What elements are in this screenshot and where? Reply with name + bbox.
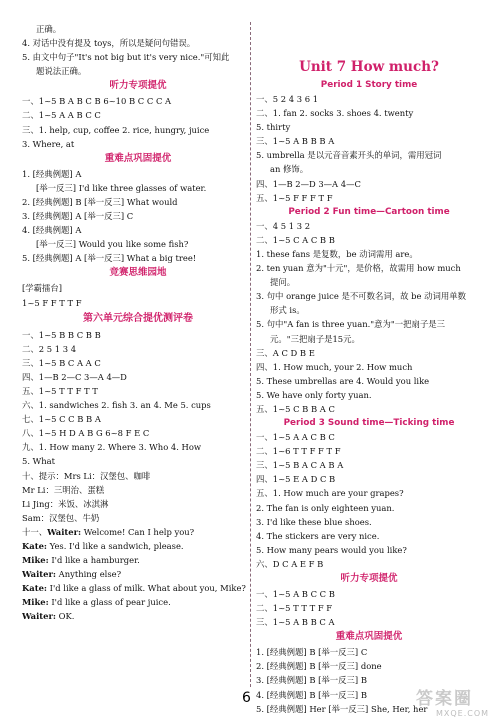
answer-line: 四、1~5 E A D C B: [256, 474, 336, 485]
answer-line: 二、2 5 1 3 4: [22, 343, 77, 354]
answer-line: 三、1~5 A B B C A: [256, 617, 335, 628]
page-number: 6: [242, 690, 251, 706]
answer-line: 五、1~5 C B B A C: [256, 403, 335, 414]
answer-line: 3. [经典例题] B [举一反三] B: [256, 675, 368, 686]
answer-line: 四、1. How much, your 2. How much: [256, 361, 413, 372]
watermark-logo: [416, 689, 496, 723]
answer-line: 2. ten yuan 意为"十元"，是价格，故需用 how much: [256, 263, 461, 274]
left-column: [22, 22, 254, 624]
answer-line: 1. these fans 是复数，be 动词需用 are。: [256, 248, 418, 259]
answer-line: 二、1~5 T T T F F: [256, 603, 333, 614]
answer-line: 5. umbrella 是以元音音素开头的单词，需用冠词: [256, 150, 442, 161]
answer-line: Waiter: Anything else?: [22, 569, 122, 580]
answer-line: 五、1~5 F F F T F: [256, 192, 333, 203]
answer-line: 二、1. fan 2. socks 3. shoes 4. twenty: [256, 108, 414, 119]
answer-line: 3. [经典例题] A [举一反三] C: [22, 211, 134, 222]
answer-line: Mike: I'd like a hamburger.: [22, 555, 140, 566]
answer-line: 4. The stickers are very nice.: [256, 530, 380, 541]
answer-line: 5. [经典例题] A [举一反三] What a big tree!: [22, 253, 197, 264]
answer-line: 三、1~5 B A C A B A: [256, 460, 344, 471]
answer-line: 五、1~5 T T F T T: [22, 385, 98, 396]
section-heading: 听力专项提优: [109, 80, 167, 92]
section-heading: Period 2 Fun time—Cartoon time: [288, 206, 450, 217]
section-heading: 第六单元综合提优测评卷: [83, 312, 193, 324]
answer-line: 一、1~5 B B C B B: [22, 329, 101, 340]
answer-line: 一、4 5 1 3 2: [256, 220, 311, 231]
answer-line: 5. We have only forty yuan.: [256, 389, 372, 400]
answer-line: 六、D C A E F B: [256, 558, 324, 569]
section-heading: 听力专项提优: [340, 573, 398, 584]
section-heading: 重难点巩固提优: [104, 152, 172, 164]
answer-line: 七、1~5 C C B B A: [22, 414, 101, 425]
answer-line: 5. How many pears would you like?: [256, 544, 407, 555]
answer-line: 元。"三把扇子是15元。: [270, 333, 360, 344]
answer-line: 四、1—B 2—D 3—A 4—C: [256, 178, 361, 189]
answer-line: 二、1~5 C A C B B: [256, 234, 335, 245]
section-heading: 竞赛思维园地: [109, 267, 167, 279]
answer-line: 一、5 2 4 3 6 1: [256, 94, 319, 104]
answer-line: Sam：汉堡包、牛奶: [22, 512, 100, 523]
answer-line: 一、1~5 A B C C B: [256, 589, 335, 599]
answer-line: an 修饰。: [270, 164, 309, 175]
answer-line: Waiter: OK.: [22, 611, 75, 622]
answer-line: 八、1~5 H D A B G 6~8 F E C: [22, 428, 150, 439]
answer-line: 正确。: [36, 24, 62, 34]
answer-line: 5. thirty: [256, 122, 291, 133]
answer-line: 三、1. help, cup, coffee 2. rice, hungry, juice: [22, 124, 210, 135]
answer-line: 提问。: [270, 277, 296, 288]
answer-line: 形式 is。: [270, 305, 305, 316]
answer-line: 三、1~5 A B B B A: [256, 136, 335, 147]
answer-line: 2. [经典例题] B [举一反三] What would: [22, 196, 178, 207]
answer-line: 六、1. sandwiches 2. fish 3. an 4. Me 5. cups: [22, 400, 211, 411]
answer-line: 二、1~5 A A B C C: [22, 110, 101, 121]
answer-line: 二、1~6 T T F F T F: [256, 446, 341, 457]
answer-line: 5. These umbrellas are 4. Would you like: [256, 375, 430, 386]
answer-line: Kate: I'd like a glass of milk. What about you, Mike?: [22, 583, 246, 594]
answer-line: 4. 对话中没有提及 toys，所以是疑问句错误。: [22, 38, 196, 49]
answer-line: 5. 句中"A fan is three yuan."意为"一把扇子是三: [256, 319, 445, 330]
answer-line: 3. Where, at: [22, 138, 75, 149]
column-divider: [250, 22, 251, 687]
answer-line: 5. [经典例题] Her [举一反三] She, Her, her: [256, 703, 428, 714]
answer-line: 三、A C D B E: [256, 347, 315, 358]
answer-line: Kate: Yes. I'd like a sandwich, please.: [22, 541, 184, 551]
answer-line: 5. 由文中句子"It's not big but it's very nice."可知此: [22, 52, 230, 63]
answer-line: 1~5 F F T T F: [22, 297, 82, 308]
answer-line: 4. [经典例题] A: [22, 225, 82, 236]
watermark-url: MXQE.COM: [436, 709, 490, 718]
answer-line: 四、1—B 2—C 3—A 4—D: [22, 371, 127, 382]
answer-line: [举一反三] I'd like three glasses of water.: [36, 182, 207, 193]
watermark-text: 答案圈: [416, 689, 473, 709]
section-heading: Period 3 Sound time—Ticking time: [283, 418, 455, 429]
answer-line: 十、提示：Mrs Li：汉堡包、咖啡: [22, 470, 151, 481]
section-heading: Period 1 Story time: [320, 80, 418, 90]
answer-line: 五、1. How much are your grapes?: [256, 488, 404, 499]
answer-line: 一、1~5 A A C B C: [256, 432, 335, 443]
answer-line: [举一反三] Would you like some fish?: [36, 239, 189, 250]
answer-line: 2. The fan is only eighteen yuan.: [256, 502, 395, 513]
answer-line: 3. 句中 orange juice 是不可数名词，故 be 动词用单数: [256, 291, 466, 302]
answer-line: Li Jing：米饭、冰淇淋: [22, 498, 109, 509]
answer-line: 三、1~5 B C A A C: [22, 357, 101, 368]
answer-line: 一、1~5 B A B C B 6~10 B C C C A: [22, 96, 172, 107]
answer-line: 1. [经典例题] B [举一反三] C: [256, 647, 368, 658]
answer-line: [学霸擂台]: [22, 283, 63, 294]
answer-line: 3. I'd like these blue shoes.: [256, 516, 372, 527]
answer-line: 5. What: [22, 456, 56, 467]
answer-line: 2. [经典例题] B [举一反三] done: [256, 661, 382, 672]
right-column: [256, 22, 482, 716]
answer-line: Mike: I'd like a glass of pear juice.: [22, 597, 171, 608]
section-heading: 重难点巩固提优: [335, 631, 403, 643]
section-heading: Unit 7 How much?: [299, 59, 439, 75]
answer-line: 1. [经典例题] A: [22, 168, 82, 179]
answer-line: 十一、Waiter: Welcome! Can I help you?: [22, 526, 195, 537]
answer-line: 题说法正确。: [36, 66, 87, 77]
answer-line: Mr Li：三明治、蛋糕: [22, 484, 105, 495]
answer-line: 4. [经典例题] B [举一反三] B: [256, 689, 368, 700]
answer-line: 九、1. How many 2. Where 3. Who 4. How: [22, 442, 202, 453]
